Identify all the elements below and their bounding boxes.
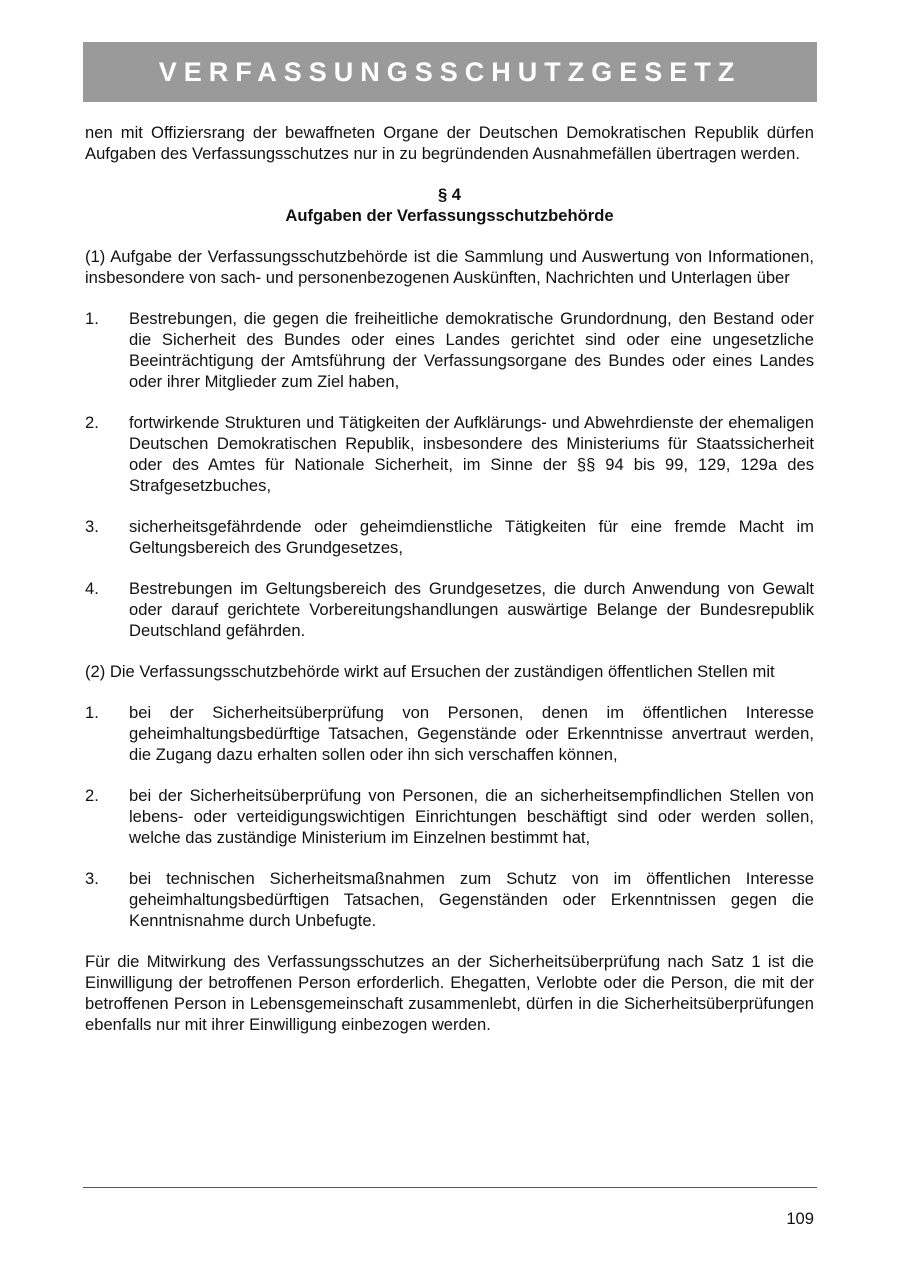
list-item (85, 308, 814, 392)
list-item-text: fortwirkende Strukturen und Tätigkeiten der Aufklärungs- und Abwehrdienste der ehemaligen Deutschen Demokratischen Republik, insbesondere des Ministeriums für Staatssicherheit oder des Amtes für Nationale Sicherheit, im Sinne der §§ 94 bis 99, 129, 129a des Strafgesetzbuches, (129, 413, 814, 495)
document-body (85, 122, 814, 1035)
list-item (85, 702, 814, 765)
closing-paragraph: Für die Mitwirkung des Verfassungsschutzes an der Sicherheitsüberprüfung nach Satz 1 ist die Einwilligung der betroffenen Person erforderlich. Ehegatten, Verlobte oder die Person, die mit der betroffenen Person in Lebensgemeinschaft zusammenlebt, dürfen in die Sicherheitsüberprüfungen ebenfalls nur mit ihrer Einwilligung einbezogen werden. (85, 952, 814, 1034)
list-item (85, 785, 814, 848)
section-number: § 4 (437, 185, 462, 204)
list-item (85, 868, 814, 931)
intro-paragraph: nen mit Offiziersrang der bewaffneten Organe der Deutschen Demokratischen Republik dürfen Aufgaben des Verfassungsschutzes nur in zu begründenden Ausnahmefällen übertragen werden. (85, 123, 814, 163)
list-item-text: Bestrebungen im Geltungsbereich des Grundgesetzes, die durch Anwendung von Gewalt oder darauf gerichtete Vorbereitungshandlungen auswärtige Belange der Bundesrepublik Deutschland gefährden. (129, 579, 814, 640)
list-item (85, 412, 814, 496)
list-item-number: 4. (85, 579, 99, 598)
list-item-number: 1. (85, 309, 99, 328)
header-band (83, 42, 817, 102)
absatz-2-text: (2) Die Verfassungsschutzbehörde wirkt auf Ersuchen der zuständigen öffentlichen Stellen mit (85, 662, 775, 681)
absatz-1-text: (1) Aufgabe der Verfassungsschutzbehörde ist die Sammlung und Auswertung von Informationen, insbesondere von sach- und personenbezogenen Auskünften, Nachrichten und Unterlagen über (85, 247, 814, 287)
list-item-number: 1. (85, 703, 99, 722)
section-heading (85, 184, 814, 226)
page-number: 109 (786, 1209, 814, 1228)
list-item-number: 3. (85, 869, 99, 888)
list-item-text: bei der Sicherheitsüberprüfung von Personen, denen im öffentlichen Interesse geheimhaltungsbedürftige Tatsachen, Gegenstände oder Erkenntnisse anvertraut werden, die Zugang dazu erhalten sollen oder ihn sich verschaffen können, (129, 703, 814, 764)
footer-divider (83, 1187, 817, 1188)
list-item-text: sicherheitsgefährdende oder geheimdienstliche Tätigkeiten für eine fremde Macht im Geltungsbereich des Grundgesetzes, (129, 517, 814, 557)
list-item (85, 516, 814, 558)
list-item-text: bei technischen Sicherheitsmaßnahmen zum Schutz von im öffentlichen Interesse geheimhaltungsbedürftigen Tatsachen, Gegenständen oder Erkenntnissen gegen die Kenntnisnahme durch Unbefugte. (129, 869, 814, 930)
section-title: Aufgaben der Verfassungsschutzbehörde (285, 206, 614, 225)
list-item (85, 578, 814, 641)
document-title: VERFASSUNGSSCHUTZGESETZ (158, 56, 742, 87)
list-item-number: 3. (85, 517, 99, 536)
list-item-number: 2. (85, 413, 99, 432)
list-item-text: bei der Sicherheitsüberprüfung von Personen, die an sicherheitsempfindlichen Stellen von lebens- oder verteidigungswichtigen Einrichtungen beschäftigt sind oder werden sollen, welche das zuständige Ministerium im Einzelnen bestimmt hat, (129, 786, 814, 847)
list-item-number: 2. (85, 786, 99, 805)
list-item-text: Bestrebungen, die gegen die freiheitliche demokratische Grundordnung, den Bestand oder die Sicherheit des Bundes oder eines Landes gerichtet sind oder eine ungesetzliche Beeinträchtigung der Amtsführung der Verfassungsorgane des Bundes oder eines Landes oder ihrer Mitglieder zum Ziel haben, (129, 309, 814, 391)
